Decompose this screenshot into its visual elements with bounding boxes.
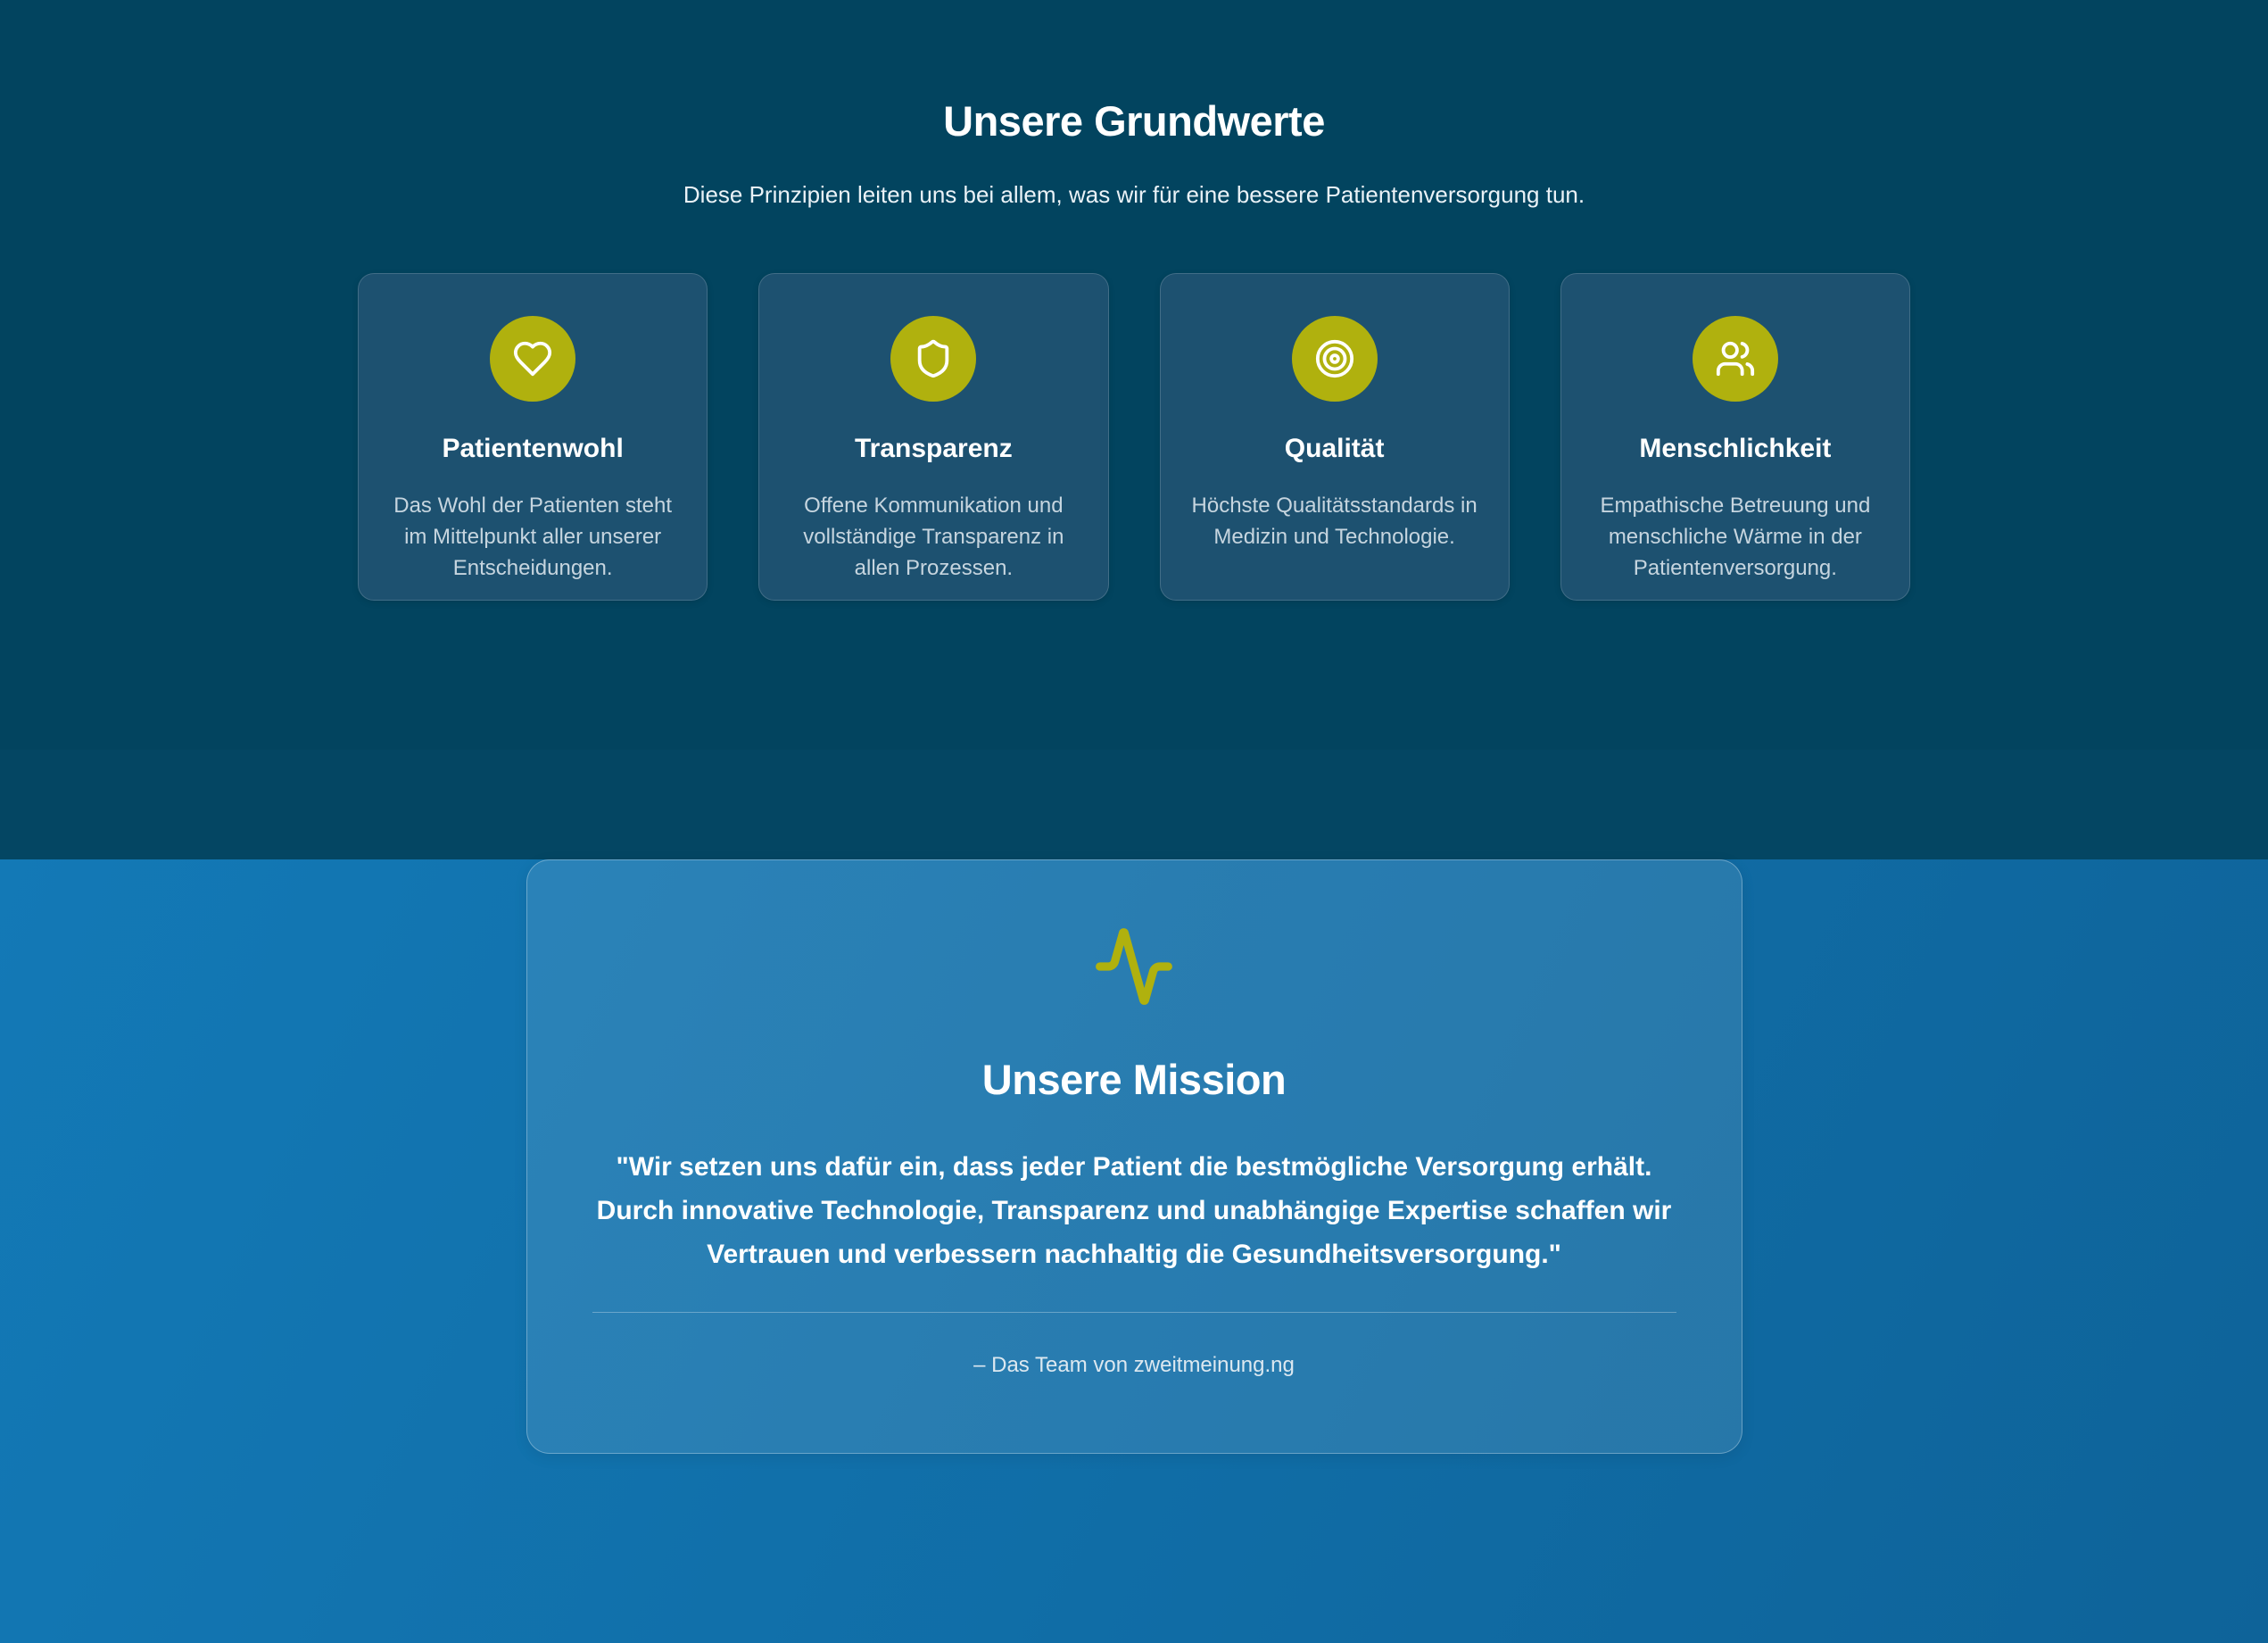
value-card-transparenz — [758, 273, 1108, 601]
value-card-title: Patientenwohl — [442, 434, 624, 463]
core-values-section — [0, 0, 2268, 750]
divider — [592, 1312, 1676, 1313]
value-card-qualitaet — [1160, 273, 1510, 601]
values-section-title: Unsere Grundwerte — [943, 97, 1325, 145]
value-card-title: Transparenz — [855, 434, 1013, 463]
value-card-description: Empathische Betreuung und menschliche Wärme in der Patientenversorgung. — [1600, 494, 1871, 580]
value-card-menschlichkeit — [1560, 273, 1910, 601]
value-cards-row — [358, 273, 1910, 601]
target-icon — [1292, 316, 1378, 402]
users-icon — [1693, 316, 1778, 402]
mission-section — [0, 859, 2268, 1643]
value-card-patientenwohl — [358, 273, 708, 601]
mission-quote: "Wir setzen uns dafür ein, dass jeder Patient die bestmögliche Versorgung erhält. Durch innovative Technologie, Transparenz und unabhängige Expertise schaffen wir Vertrauen und verbessern nachhaltig die Gesundheitsversorgung." — [596, 1152, 1672, 1269]
shield-icon — [890, 316, 976, 402]
value-card-description: Das Wohl der Patienten steht im Mittelpunkt aller unserer Entscheidungen. — [393, 494, 672, 580]
mission-card — [526, 859, 1742, 1454]
value-card-description: Höchste Qualitätsstandards in Medizin und Technologie. — [1191, 494, 1478, 549]
value-card-title: Menschlichkeit — [1639, 434, 1832, 463]
activity-pulse-icon — [592, 925, 1676, 1012]
mission-title: Unsere Mission — [981, 1056, 1287, 1103]
heart-icon — [490, 316, 575, 402]
value-card-description: Offene Kommunikation und vollständige Transparenz in allen Prozessen. — [803, 494, 1064, 580]
mission-attribution: – Das Team von zweitmeinung.ng — [973, 1353, 1295, 1377]
values-section-subtitle: Diese Prinzipien leiten uns bei allem, was wir für eine bessere Patientenversorgung tun. — [683, 181, 1585, 208]
value-card-title: Qualität — [1284, 434, 1385, 463]
